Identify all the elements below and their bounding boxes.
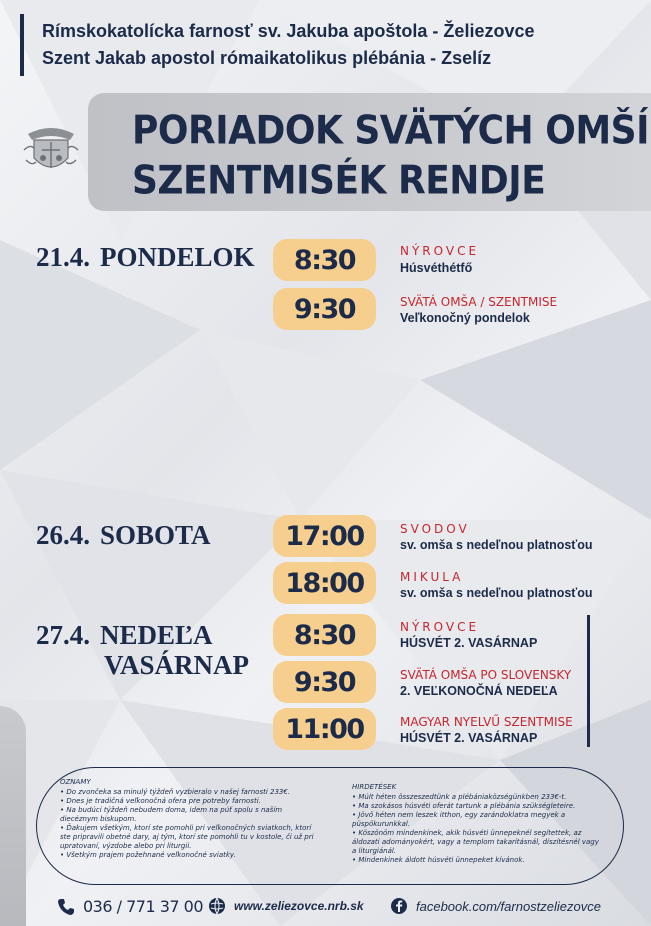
notice-item: • Múlt héten összeszedtünk a plébániaközségünkben 233€-t. (352, 793, 567, 801)
mass-place: SVÄTÁ OMŠA PO SLOVENSKY (400, 668, 572, 682)
sunday-divider-line (587, 615, 590, 747)
title-sk: PORIADOK SVÄTÝCH OMŠÍ (132, 109, 649, 154)
day-name: PONDELOK (100, 242, 255, 272)
day-date: 27.4. (36, 620, 90, 650)
mass-time-pill: 18:00 (273, 562, 376, 604)
mass-place: NÝROVCE (400, 244, 480, 258)
notice-item: • Köszönöm mindenkinek, akik húsvéti ünnepeknél segítettek, az áldozati adományokért, vagy a templom takarításnál, díszítésnél vagy a liturgiánál. (352, 829, 599, 855)
notices-heading-hu: HIRDETÉSEK (352, 783, 397, 791)
parish-coat-of-arms-icon (20, 120, 82, 180)
notice-item: • Všetkým prajem požehnané veľkonočné sviatky. (60, 851, 236, 859)
notice-item: • Dnes je tradičná veľkonočná ofera pre potreby farnosti. (60, 797, 261, 805)
mass-description: HÚSVÉT 2. VASÁRNAP (400, 731, 538, 745)
side-decoration (0, 706, 26, 926)
footer-website-link[interactable] (208, 897, 364, 915)
title-hu: SZENTMISÉK RENDJE (132, 159, 546, 204)
mass-time-pill: 9:30 (273, 661, 376, 703)
mass-time-pill: 8:30 (273, 239, 376, 281)
mass-time-pill: 17:00 (273, 515, 376, 557)
mass-place: SVÄTÁ OMŠA / SZENTMISE (400, 295, 558, 309)
notice-item: • Ďakujem všetkým, ktorí ste pomohli pri veľkonočných sviatkoch, ktorí ste pripravili obetné dary, aj tým, ktorí ste pomohli tu v kostole, či už pri upratovaní, výzdobe alebo pri liturgii. (60, 824, 314, 850)
mass-description: sv. omša s nedeľnou platnosťou (400, 586, 593, 600)
day-name-hu: VASÁRNAP (104, 650, 250, 680)
mass-time-pill: 9:30 (273, 288, 376, 330)
mass-description: 2. VEĽKONOČNÁ NEDEĽA (400, 684, 558, 698)
notices-heading-sk: OZNAMY (60, 778, 91, 786)
notices-hu (352, 783, 602, 865)
parish-name-hu: Szent Jakab apostol rómaikatolikus plébánia - Zselíz (42, 48, 492, 68)
facebook-url: facebook.com/farnostzeliezovce (416, 898, 601, 914)
notices-sk (60, 778, 315, 860)
facebook-icon (390, 897, 408, 915)
notice-item: • Do zvončeka sa minulý týždeň vyzbieralo v našej farnosti 233€. (60, 788, 291, 796)
day-name: SOBOTA (100, 520, 211, 550)
mass-place: MIKULA (400, 570, 464, 584)
mass-description: HÚSVÉT 2. VASÁRNAP (400, 636, 538, 650)
day-label-monday (36, 242, 255, 273)
mass-time-pill: 8:30 (273, 614, 376, 656)
parish-name-sk: Rímskokatolícka farnosť sv. Jakuba apoštola - Želiezovce (42, 21, 535, 41)
notice-item: • Mindenkinek áldott húsvéti ünnepeket kívánok. (352, 856, 525, 864)
mass-description: sv. omša s nedeľnou platnosťou (400, 538, 593, 552)
footer-phone[interactable] (57, 897, 203, 916)
day-label-saturday (36, 520, 211, 551)
mass-time-pill: 11:00 (273, 708, 376, 750)
notice-item: • Na budúci týždeň nebudem doma, idem na púť spolu s naším diecéznym biskupom. (60, 806, 283, 823)
notice-item: • Jövő héten nem leszek itthon, egy zarándoklatra megyek a püspökurunkkal. (352, 811, 566, 828)
mass-place: MAGYAR NYELVŰ SZENTMISE (400, 715, 573, 729)
day-label-sunday (36, 620, 213, 651)
mass-place: SVODOV (400, 522, 470, 536)
phone-number: 036 / 771 37 00 (83, 897, 204, 916)
day-date: 26.4. (36, 520, 90, 550)
mass-description: Veľkonočný pondelok (400, 311, 530, 325)
header-accent-bar (20, 14, 24, 76)
notice-item: • Ma szokásos húsvéti oferát tartunk a plébánia szükségleteire. (352, 802, 576, 810)
day-name: NEDEĽA (100, 620, 213, 650)
globe-icon (208, 897, 226, 915)
footer-facebook-link[interactable] (390, 897, 601, 915)
mass-place: NÝROVCE (400, 620, 480, 634)
mass-description: Húsvéthétfő (400, 261, 473, 275)
website-url: www.zeliezovce.nrb.sk (234, 899, 364, 913)
phone-icon (57, 898, 75, 916)
day-date: 21.4. (36, 242, 90, 272)
